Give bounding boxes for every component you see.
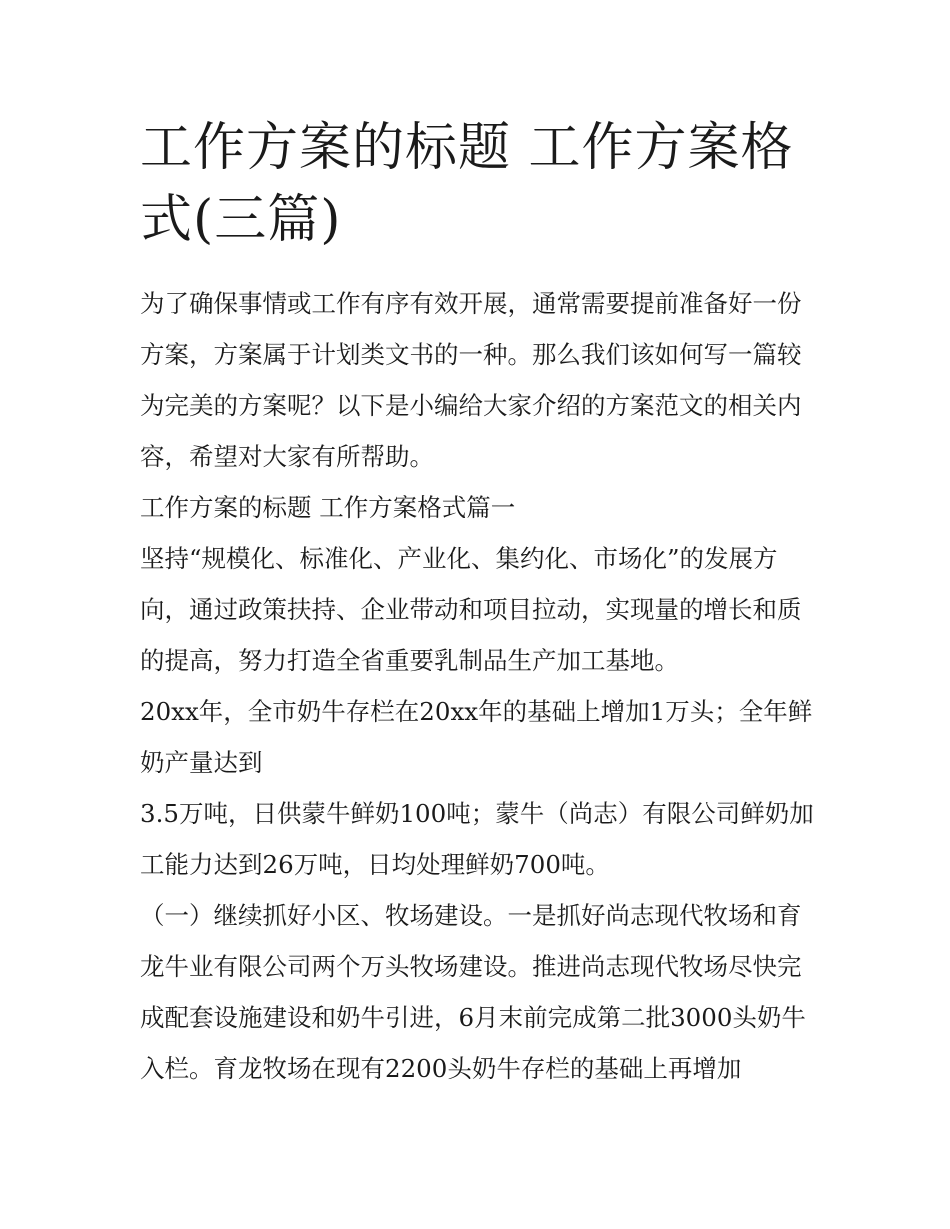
- document-title: 工作方案的标题 工作方案格式(三篇): [140, 118, 794, 250]
- body-paragraph: 3.5万吨，日供蒙牛鲜奶100吨；蒙牛（尚志）有限公司鲜奶加工能力达到26万吨，日均处理鲜奶700吨。: [140, 799, 814, 879]
- document-body: [140, 278, 816, 1094]
- body-paragraph: 坚持“规模化、标准化、产业化、集约化、市场化”的发展方向，通过政策扶持、企业带动和项目拉动，实现量的增长和质的提高，努力打造全省重要乳制品生产加工基地。: [140, 544, 802, 675]
- body-paragraph: （一）继续抓好小区、牧场建设。一是抓好尚志现代牧场和育龙牛业有限公司两个万头牧场建设。推进尚志现代牧场尽快完成配套设施建设和奶牛引进，6月末前完成第二批3000头奶牛入栏。育龙牧场在现有2200头奶牛存栏的基础上再增加: [140, 901, 806, 1083]
- intro-paragraph: 为了确保事情或工作有序有效开展，通常需要提前准备好一份方案，方案属于计划类文书的一种。那么我们该如何写一篇较为完美的方案呢？以下是小编给大家介绍的方案范文的相关内容，希望对大家有所帮助。: [140, 289, 802, 471]
- section-heading: 工作方案的标题 工作方案格式篇一: [140, 493, 516, 522]
- body-paragraph: 20xx年，全市奶牛存栏在20xx年的基础上增加1万头；全年鲜奶产量达到: [140, 697, 813, 777]
